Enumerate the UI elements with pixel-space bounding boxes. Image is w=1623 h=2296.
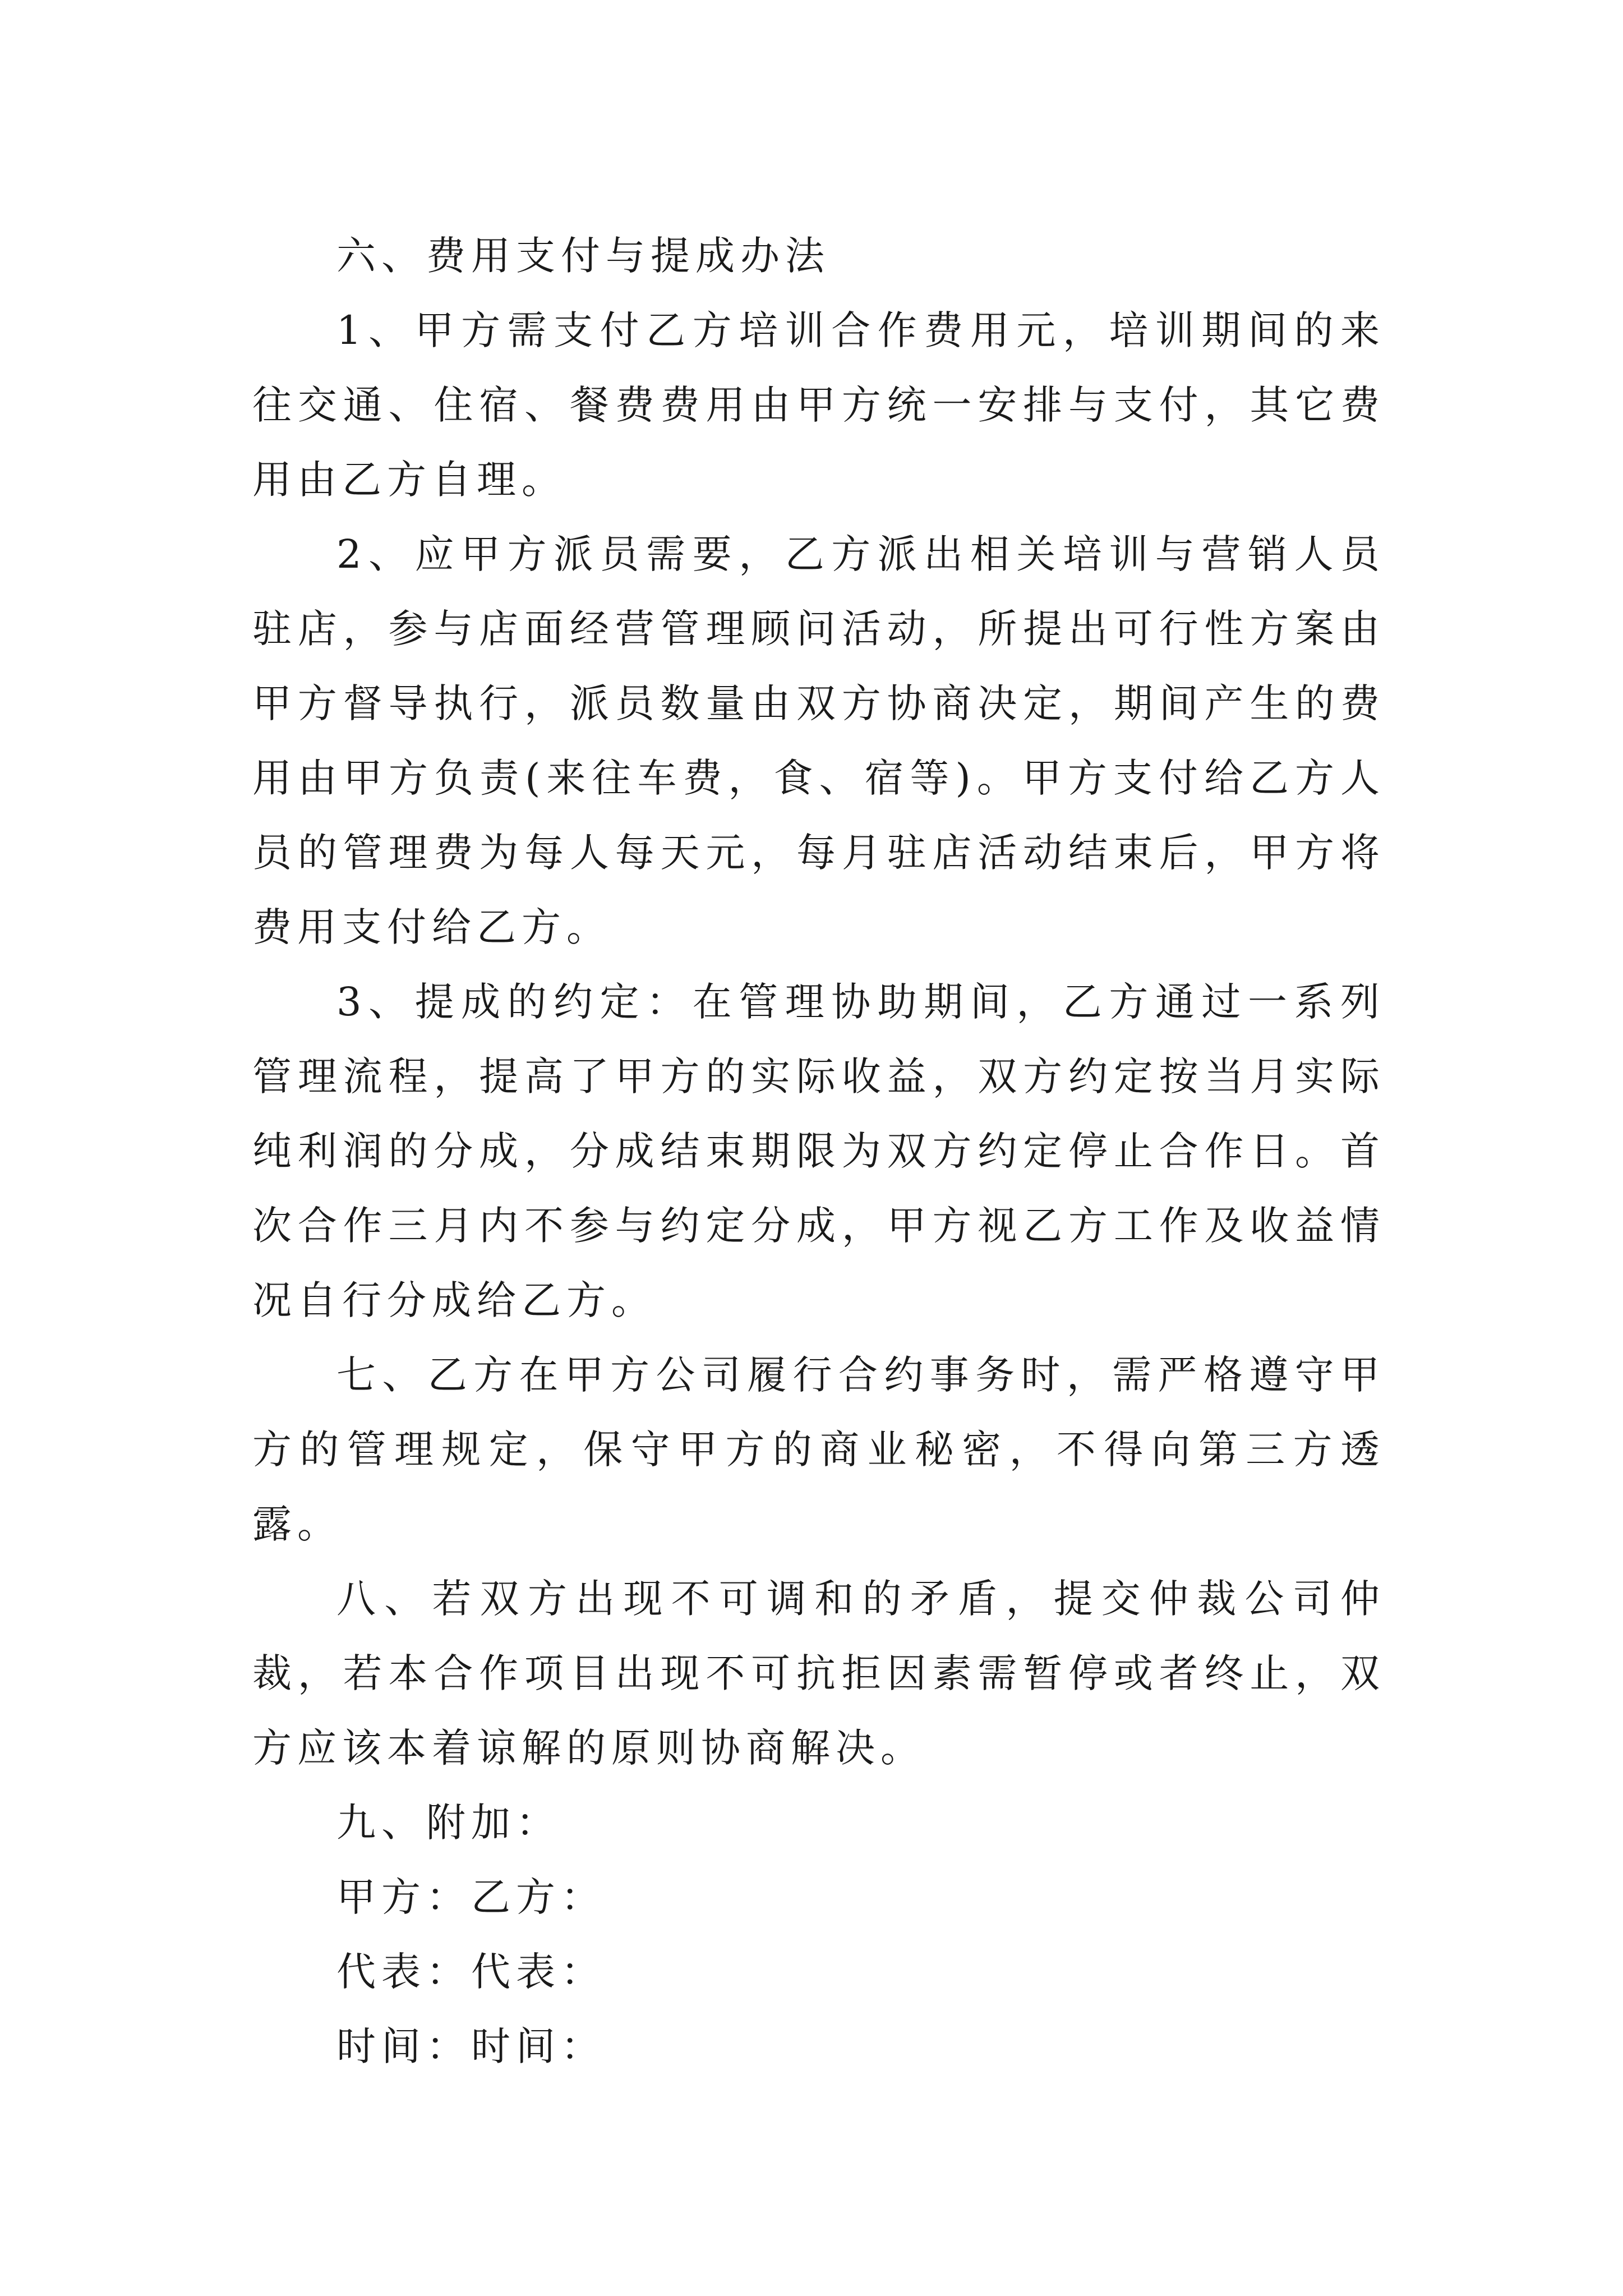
clause-2-staff-dispatch: 2、应甲方派员需要，乙方派出相关培训与营销人员驻店，参与店面经营管理顾问活动，所提出可行性方案由甲方督导执行，派员数量由双方协商决定，期间产生的费用由甲方负责(来往车费，食、宿等)。甲方支付给乙方人员的管理费为每人每天元，每月驻店活动结束后，甲方将费用支付给乙方。: [252, 531, 1385, 950]
signature-dates: 时间：时间：: [336, 2023, 606, 2069]
section-7-confidentiality: 七、乙方在甲方公司履行合约事务时，需严格遵守甲方的管理规定，保守甲方的商业秘密，不得向第三方透露。: [252, 1352, 1385, 1547]
signature-representatives: 代表：代表：: [336, 1949, 606, 1995]
section-heading-fee-payment: 六、费用支付与提成办法: [336, 233, 830, 279]
section-9-appendix: 九、附加：: [336, 1800, 561, 1846]
signature-parties: 甲方：乙方：: [336, 1874, 606, 1920]
clause-1-training-fee: 1、甲方需支付乙方培训合作费用元，培训期间的来往交通、住宿、餐费费用由甲方统一安排与支付，其它费用由乙方自理。: [252, 307, 1385, 503]
clause-3-commission: 3、提成的约定：在管理协助期间，乙方通过一系列管理流程，提高了甲方的实际收益，双方约定按当月实际纯利润的分成，分成结束期限为双方约定停止合作日。首次合作三月内不参与约定分成，甲方视乙方工作及收益情况自行分成给乙方。: [252, 979, 1385, 1323]
document-body: [252, 219, 1385, 2084]
section-8-disputes: 八、若双方出现不可调和的矛盾，提交仲裁公司仲裁，若本合作项目出现不可抗拒因素需暂停或者终止，双方应该本着谅解的原则协商解决。: [252, 1576, 1385, 1771]
